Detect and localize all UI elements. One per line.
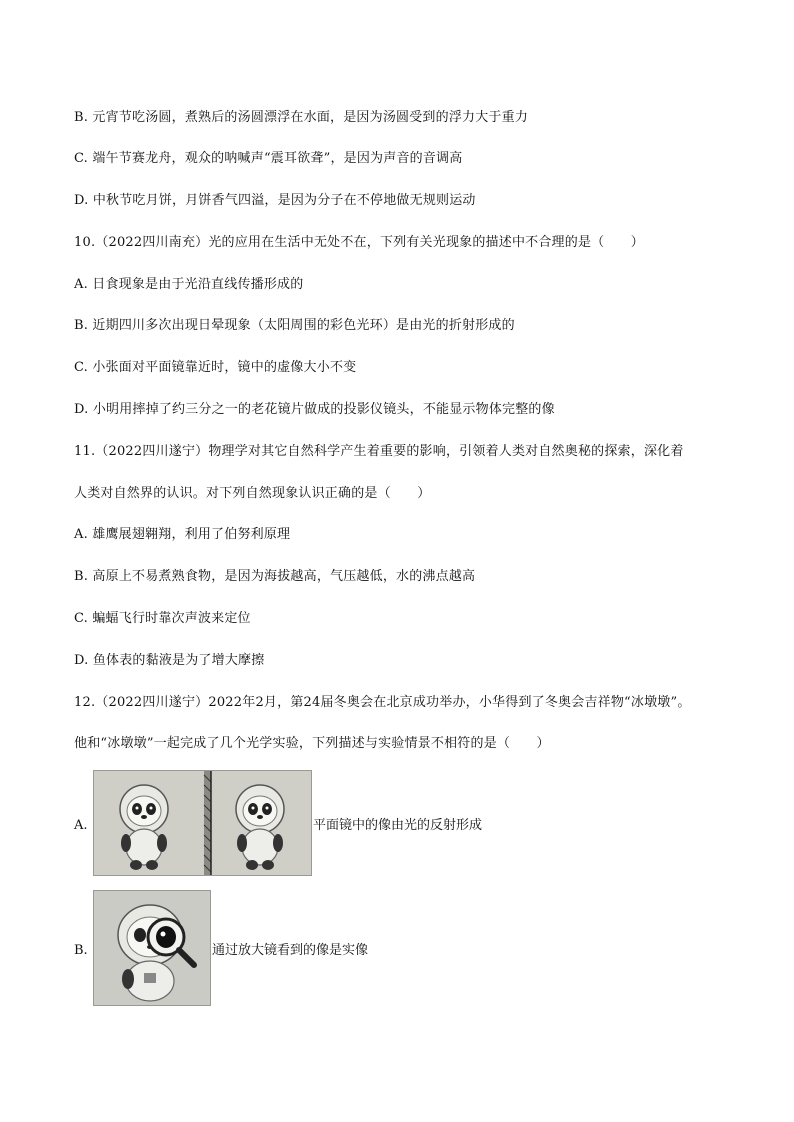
q11-option-b: B. 高原上不易煮熟食物，是因为海拔越高，气压越低，水的沸点越高 (74, 569, 476, 584)
q12-option-b-text: 通过放大镜看到的像是实像 (212, 943, 369, 958)
q12-option-a-text: 平面镜中的像由光的反射形成 (313, 818, 483, 833)
q10-stem: 10.（2022四川南充）光的应用在生活中无处不在，下列有关光现象的描述中不合理的是（ ） (74, 235, 644, 250)
q12-option-a-label: A. (74, 818, 88, 833)
magnifier-experiment-photo (93, 890, 211, 1006)
q10-option-c: C. 小张面对平面镜靠近时，镜中的虚像大小不变 (74, 360, 357, 375)
q12-stem-line2: 他和“冰墩墩”一起完成了几个光学实验，下列描述与实验情景不相符的是（ ） (74, 736, 550, 751)
q9-option-d: D. 中秋节吃月饼，月饼香气四溢，是因为分子在不停地做无规则运动 (74, 193, 476, 208)
q10-option-a: A. 日食现象是由于光沿直线传播形成的 (74, 277, 304, 292)
q10-option-d: D. 小明用摔掉了约三分之一的老花镜片做成的投影仪镜头，不能显示物体完整的像 (74, 402, 555, 417)
q11-stem-line2: 人类对自然界的认识。对下列自然现象认识正确的是（ ） (74, 486, 431, 501)
q11-option-d: D. 鱼体表的黏液是为了增大摩擦 (74, 653, 265, 668)
q10-option-b: B. 近期四川多次出现日晕现象（太阳周围的彩色光环）是由光的折射形成的 (74, 318, 515, 333)
q11-option-c: C. 蝙蝠飞行时靠次声波来定位 (74, 611, 251, 626)
q12-stem-line1: 12.（2022四川遂宁）2022年2月，第24届冬奥会在北京成功举办，小华得到了冬奥会吉祥物“冰墩墩”。 (74, 695, 691, 710)
q11-option-a: A. 雄鹰展翅翱翔，利用了伯努利原理 (74, 527, 291, 542)
q9-option-c: C. 端午节赛龙舟，观众的呐喊声“震耳欲聋”，是因为声音的音调高 (74, 151, 463, 166)
mirror-experiment-photo (93, 770, 312, 876)
q12-option-b-label: B. (74, 943, 88, 958)
q11-stem-line1: 11.（2022四川遂宁）物理学对其它自然科学产生着重要的影响，引领着人类对自然奥秘的探索，深化着 (74, 444, 684, 459)
q9-option-b: B. 元宵节吃汤圆，煮熟后的汤圆漂浮在水面，是因为汤圆受到的浮力大于重力 (74, 110, 529, 125)
